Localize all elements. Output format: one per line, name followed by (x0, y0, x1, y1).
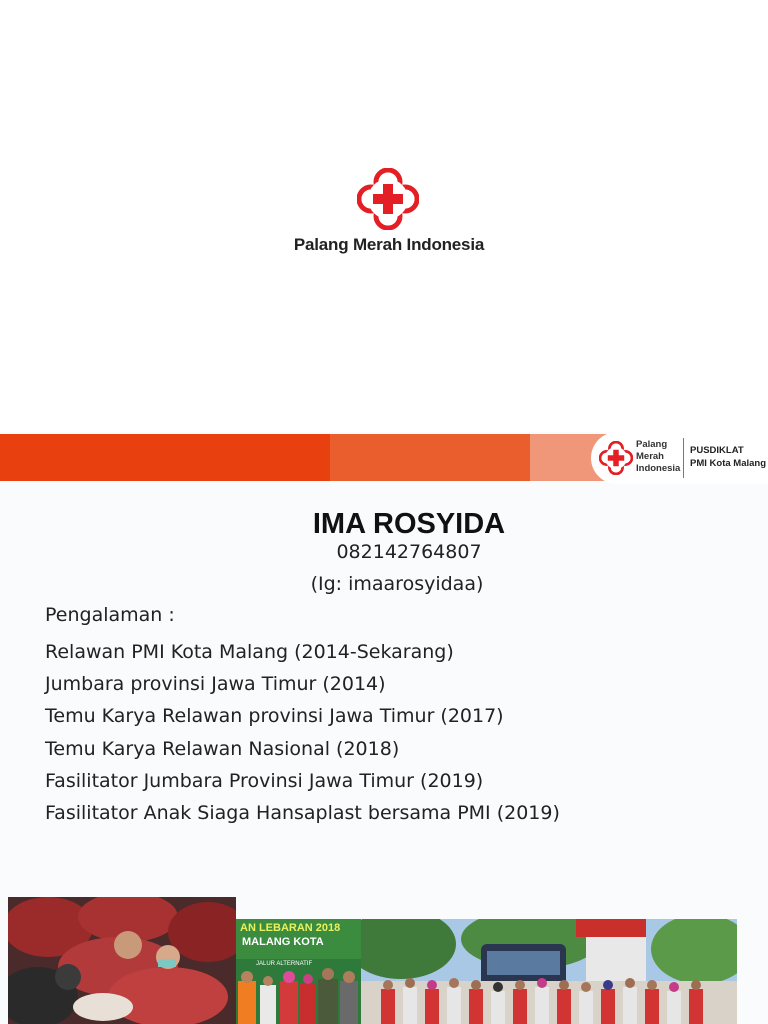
header-band-primary (0, 434, 330, 481)
badge-unit-name: PUSDIKLAT PMI Kota Malang (690, 445, 767, 469)
profile-phone: 082142764807 (336, 541, 482, 563)
badge-org-name: Palang Merah Indonesia (636, 439, 681, 474)
red-cross-flower-icon (357, 168, 419, 230)
profile-slide (0, 432, 768, 1024)
photo-volunteers-training (8, 897, 236, 1024)
pmi-header-badge (591, 432, 768, 484)
banner-text: AN LEBARAN 2018 (240, 922, 341, 934)
experience-item: Jumbara provinsi Jawa Timur (2014) (45, 673, 386, 696)
pmi-logo (284, 165, 494, 265)
banner-text: MALANG KOTA (242, 936, 324, 948)
experience-title: Pengalaman : (45, 604, 175, 626)
profile-instagram: (Ig: imaarosyidaa) (310, 573, 484, 595)
experience-item: Temu Karya Relawan provinsi Jawa Timur (2017) (45, 705, 504, 728)
top-slide (0, 0, 768, 432)
header-band-secondary (330, 434, 530, 481)
experience-item: Fasilitator Jumbara Provinsi Jawa Timur (2019) (45, 769, 484, 792)
badge-divider (683, 438, 684, 478)
experience-item: Fasilitator Anak Siaga Hansaplast bersama PMI (2019) (45, 802, 560, 825)
experience-list (45, 636, 560, 829)
red-cross-flower-icon (599, 441, 633, 475)
experience-item: Relawan PMI Kota Malang (2014-Sekarang) (45, 641, 454, 663)
logo-text: Palang Merah Indonesia (293, 235, 485, 254)
photo-lebaran-event (236, 919, 361, 1024)
photo-group-outdoor (361, 919, 737, 1024)
profile-name: IMA ROSYIDA (312, 508, 506, 540)
experience-item: Temu Karya Relawan Nasional (2018) (45, 737, 400, 760)
banner-text: JALUR ALTERNATIF (256, 961, 313, 967)
